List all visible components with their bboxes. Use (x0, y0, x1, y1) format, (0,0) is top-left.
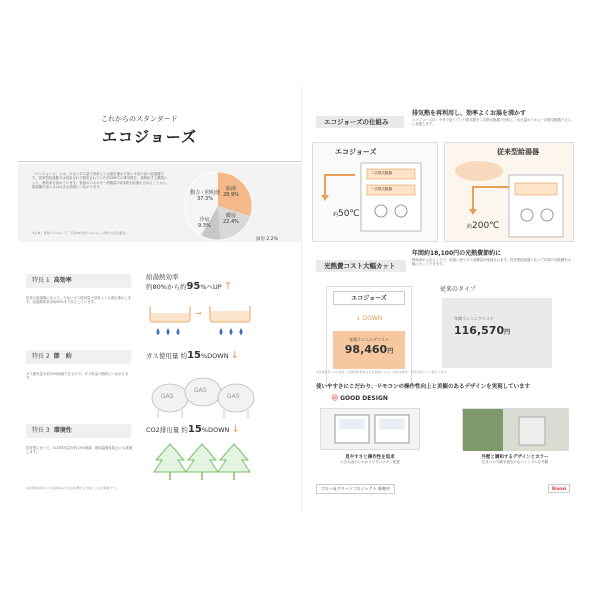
feature-3-headline: CO2排出量 約15%DOWN ↓ (146, 424, 240, 435)
energy-pie-chart (182, 170, 254, 242)
good-design-mark-icon: Ⓖ (332, 395, 339, 402)
project-badge: ブルー＆グリーンプロジェクト 推進中 (316, 484, 395, 494)
right-page (301, 86, 584, 512)
eco-part-1: 二次熱交換器 (371, 171, 392, 175)
good-design-logo: Ⓖ GOOD DESIGN (332, 395, 388, 402)
down-arrow-icon: ↓ (230, 350, 240, 361)
pie-label-danbo: 暖房 22.4% (223, 213, 239, 225)
pie-label-reibo: 冷房 9.3% (198, 217, 211, 229)
divider (18, 161, 301, 162)
section-mechanism-text: エコジョーズは、今まで捨てていた排気熱を二次熱交換器で回収し、水を温めてから一次熱交換器でさらに加熱します。 (412, 118, 572, 127)
feature-1-text: 従来の給湯器に比べて、少ないガス使用量で効率よくお湯を沸かします。給湯熱効率は約95%まで向上しています。 (26, 296, 132, 305)
page-title: エコジョーズ (102, 128, 197, 146)
intro-text: 「エコジョーズ」とは、少ないガス量で効率よくお湯を沸かす省エネ性の高い給湯器です。従来型給湯器では活用されず排気されていた約200℃の排気熱を、再利用する構造により、熱効率を高めています。家庭のエネルギー消費量の約3割を給湯が占めることから、給湯器の省エネは大きな効果につながります。 (32, 172, 170, 190)
section-cost-note: 年間約18,100円の光熱費節約に (412, 250, 502, 257)
caption-exterior: 外壁と調和するデザインとカラー 住まいの外観を損なわないシンプルな外観 (481, 455, 549, 464)
section-cost-text: 熱効率が上がることで、給湯に使うガス消費量が削減されます。従来型給湯器と比べて年間の光熱費を大幅にカットできます。 (412, 258, 572, 267)
feature-3-text: 従来型に比べて、CO2排出量を約15%削減。地球温暖化防止にも貢献します。 (26, 446, 133, 455)
eco-diagram-label: エコジョーズ (335, 148, 377, 156)
brochure-spread (18, 86, 584, 512)
old-exhaust-temp: 約200℃ (467, 221, 500, 231)
pie-label-kyuto: 給湯 28.9% (223, 186, 239, 198)
remote-controller-photo (320, 408, 420, 450)
down-arrow-icon: ↓ (231, 424, 240, 435)
page-footnote: ※給湯熱効率および削減率は当社従来機との比較による試算値です。 (26, 486, 119, 490)
brand-logo: Rinnai (548, 484, 570, 493)
feature-1-title: 特長 1 高効率 (26, 274, 131, 288)
up-arrow-icon: ↑ (223, 281, 233, 292)
section-cost-title: 光熱費コスト大幅カット (316, 260, 406, 272)
feature-2-title: 特長 2 節 約 (26, 350, 131, 364)
cost-old-card: 従来のタイプ 年間ランニングコスト 116,570円 (442, 298, 552, 368)
gas-label-1: GAS (161, 393, 174, 400)
boiling-water-illustration (146, 304, 256, 342)
eco-heater-illustration (359, 161, 429, 233)
gas-label-2: GAS (194, 387, 207, 394)
caption-remote: 見やすさと操作性を追求 大きな表示とわかりやすいボタン配置 (340, 455, 400, 464)
section-mechanism-title: エコジョーズの仕組み (316, 116, 404, 128)
feature-2-headline: ガス使用量 約15%DOWN ↓ (146, 350, 240, 361)
cost-eco-value-box: 年間ランニングコスト 98,460円 (333, 331, 405, 369)
svg-text:→: → (195, 309, 202, 318)
section-design-title: 使いやすさにこだわり、リモコンの操作性向上と美観のあるデザインを実現しています (316, 384, 531, 390)
eco-part-2: 一次熱交換器 (371, 187, 392, 191)
eco-diagram (312, 142, 438, 242)
remote-controller-illustration (321, 409, 421, 451)
cost-old-value: 116,570円 (454, 324, 511, 337)
page-subtitle: これからのスタンダード (101, 115, 178, 123)
house-exterior-illustration (463, 409, 569, 451)
left-page (18, 86, 301, 512)
cost-note: ※試算条件：4人家族、給湯使用量等は当社基準による。料金は地域・使用状況により異なります。 (316, 370, 450, 374)
cost-eco-title: エコジョーズ (333, 291, 405, 305)
down-arrow-icon: ↓ (355, 315, 361, 322)
intro-note: ※出典：資源エネルギー庁「平成30年度エネルギーに関する年次報告」 (32, 231, 129, 235)
pie-label-dori: 動力・照明他 37.3% (190, 190, 221, 202)
gas-label-3: GAS (227, 393, 240, 400)
cost-down-label: ↓ DOWN (355, 315, 383, 322)
pie-label-other: 厨房 2.2% (256, 237, 278, 242)
feature-3-title: 特長 3 環境性 (26, 424, 131, 438)
eco-exhaust-temp: 約50℃ (333, 209, 360, 219)
exterior-photo (462, 408, 568, 450)
old-diagram (444, 142, 574, 242)
trees-illustration (152, 442, 252, 484)
feature-1-headline: 給湯熱効率 約80%から約95%へUP ↑ (146, 273, 233, 292)
cost-old-title: 従来のタイプ (440, 286, 476, 293)
feature-2-text: ガス使用量を約15%削減できるので、ガス料金の節約につながります。 (26, 372, 129, 381)
old-diagram-label: 従来型給湯器 (497, 148, 539, 156)
exhaust-arrow-icon (319, 169, 359, 209)
cost-eco-value: 98,460円 (344, 343, 394, 356)
section-mechanism-note: 排気熱を再利用し、効率よくお湯を沸かす (412, 110, 527, 117)
